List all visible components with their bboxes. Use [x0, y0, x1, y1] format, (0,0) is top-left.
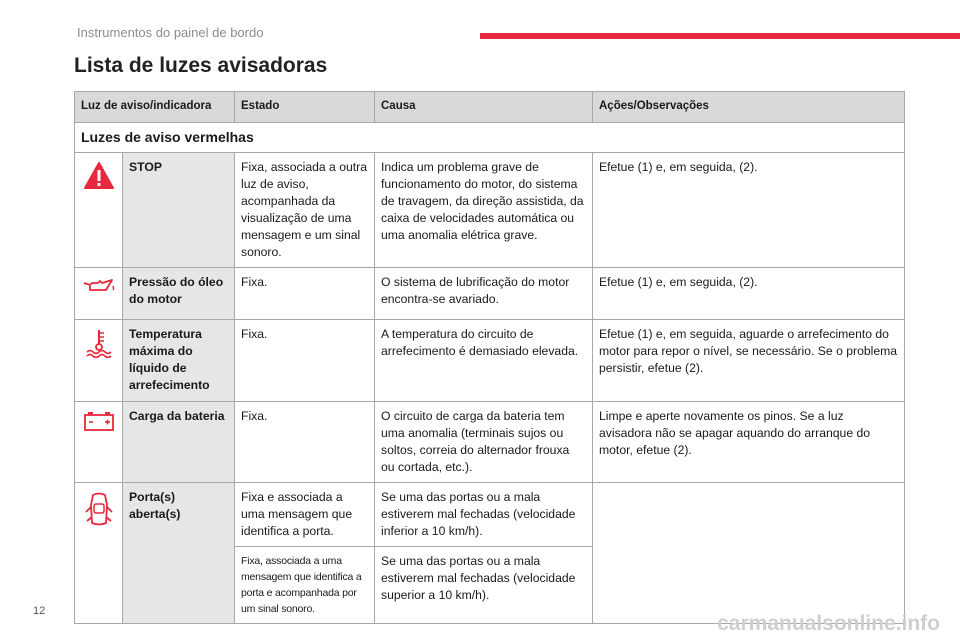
- light-action: Efetue (1) e, em seguida, aguarde o arrefecimento do motor para repor o nível, se necessário. Se o problema persistir, efetue (2).: [593, 320, 905, 402]
- table-row: [75, 153, 905, 268]
- running-header: Instrumentos do painel de bordo: [77, 25, 264, 40]
- table-row: [75, 320, 905, 402]
- icon-cell: [75, 483, 123, 624]
- light-action: Limpe e aperte novamente os pinos. Se a luz avisadora não se apagar aquando do arranque do motor, efetue (2).: [593, 402, 905, 483]
- column-header-light: Luz de aviso/indicadora: [75, 92, 235, 123]
- door-open-icon: [84, 518, 114, 532]
- table-row: [75, 483, 905, 547]
- light-cause: O circuito de carga da bateria tem uma anomalia (terminais sujos ou soltos, correia do alternador frouxa ou cortada, etc.).: [375, 402, 593, 483]
- light-name: Pressão do óleo do motor: [123, 268, 235, 320]
- light-name: Temperatura máxima do líquido de arrefecimento: [123, 320, 235, 402]
- section-heading-row: [75, 123, 905, 153]
- light-cause: Indica um problema grave de funcionamento do motor, do sistema de travagem, da direção assistida, da caixa de velocidades automática ou uma anomalia elétrica grave.: [375, 153, 593, 268]
- table-header-row: [75, 92, 905, 123]
- icon-cell: [75, 268, 123, 320]
- coolant-temperature-icon: [84, 347, 114, 361]
- light-name: Porta(s) aberta(s): [123, 483, 235, 624]
- column-header-actions: Ações/Observações: [593, 92, 905, 123]
- icon-cell: [75, 320, 123, 402]
- light-name: Carga da bateria: [123, 402, 235, 483]
- light-name: STOP: [123, 153, 235, 268]
- watermark: carmanualsonline.info: [717, 612, 940, 635]
- light-cause: A temperatura do circuito de arrefecimento é demasiado elevada.: [375, 320, 593, 402]
- light-cause: Se uma das portas ou a mala estiverem mal fechadas (velocidade inferior a 10 km/h).: [375, 483, 593, 547]
- warning-lights-table: [74, 91, 905, 624]
- battery-icon: [83, 421, 115, 435]
- light-action: Efetue (1) e, em seguida, (2).: [593, 153, 905, 268]
- light-state: Fixa.: [235, 320, 375, 402]
- light-state: Fixa.: [235, 402, 375, 483]
- light-cause: Se uma das portas ou a mala estiverem mal fechadas (velocidade superior a 10 km/h).: [375, 547, 593, 624]
- table-row: [75, 268, 905, 320]
- stop-warning-triangle-icon: [83, 180, 115, 194]
- light-state: Fixa e associada a uma mensagem que identifica a porta.: [235, 483, 375, 547]
- light-action: Efetue (1) e, em seguida, (2).: [593, 268, 905, 320]
- column-header-state: Estado: [235, 92, 375, 123]
- icon-cell: [75, 402, 123, 483]
- light-cause: O sistema de lubrificação do motor encontra-se avariado.: [375, 268, 593, 320]
- light-state: Fixa, associada a uma mensagem que identifica a porta e acompanhada por um sinal sonoro.: [235, 547, 375, 624]
- icon-cell: [75, 153, 123, 268]
- column-header-cause: Causa: [375, 92, 593, 123]
- table-row: [75, 402, 905, 483]
- header-accent-bar: [480, 33, 960, 39]
- page-title: Lista de luzes avisadoras: [74, 54, 328, 77]
- light-state: Fixa, associada a outra luz de aviso, acompanhada da visualização de uma mensagem e um sinal sonoro.: [235, 153, 375, 268]
- light-action: [593, 483, 905, 624]
- section-heading: Luzes de aviso vermelhas: [75, 123, 905, 153]
- oil-pressure-icon: [82, 285, 116, 299]
- light-state: Fixa.: [235, 268, 375, 320]
- page-number: 12: [33, 605, 46, 617]
